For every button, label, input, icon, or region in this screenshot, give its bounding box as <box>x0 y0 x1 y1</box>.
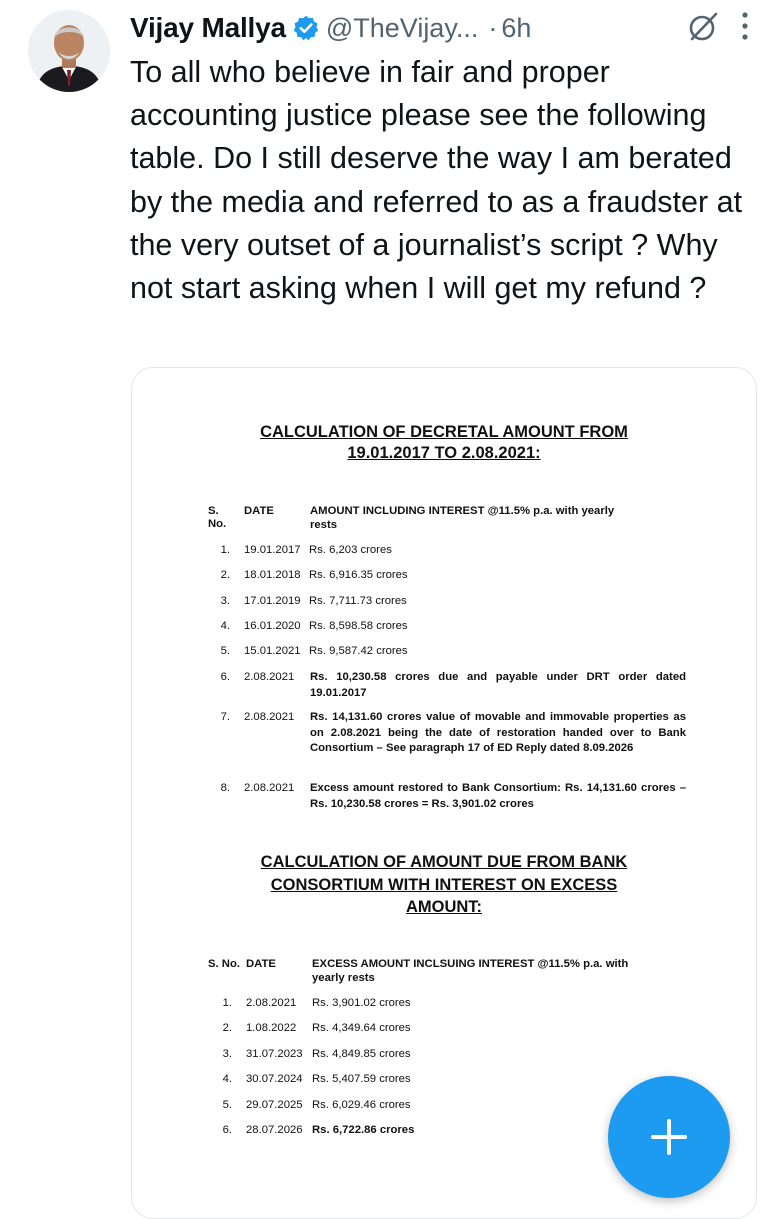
row-date: 2.08.2021 <box>244 671 295 683</box>
grok-icon[interactable] <box>686 10 720 44</box>
row-amount: Rs. 7,711.73 crores <box>309 595 407 607</box>
col2-amount-line2: yearly rests <box>312 972 375 984</box>
row-date: 30.07.2024 <box>246 1073 303 1085</box>
row-date: 1.08.2022 <box>246 1022 297 1034</box>
row-amount: Rs. 4,849.85 crores <box>312 1048 411 1060</box>
section2-title-line3: AMOUNT: <box>405 898 483 916</box>
col-sno-line2: No. <box>208 518 227 530</box>
row-amount: Rs. 5,407.59 crores <box>312 1073 411 1085</box>
section1-title-line1: CALCULATION OF DECRETAL AMOUNT FROM <box>260 423 628 441</box>
col2-date: DATE <box>246 958 276 970</box>
more-vertical-icon[interactable] <box>738 8 752 44</box>
row-date: 28.07.2026 <box>246 1124 303 1136</box>
row-num: 6. <box>222 1124 232 1136</box>
avatar[interactable] <box>28 10 110 92</box>
row-date: 2.08.2021 <box>246 997 297 1009</box>
row-date: 17.01.2019 <box>244 595 301 607</box>
section1-title-line2: 19.01.2017 TO 2.08.2021: <box>347 444 541 462</box>
col-sno-line1: S. <box>208 505 219 517</box>
row-num: 6. <box>220 671 230 683</box>
row-date: 18.01.2018 <box>244 569 301 581</box>
row-num: 1. <box>220 544 230 556</box>
plus-icon <box>649 1117 689 1157</box>
col2-amount-line1: EXCESS AMOUNT INCLSUING INTEREST @11.5% p.a. with <box>312 958 629 970</box>
row-amount: Rs. 14,131.60 crores value of movable and immovable properties as on 2.08.2021 being the date of restoration handed over to Bank Consortium – See paragraph 17 of ED Reply dated 8.09.2026 <box>310 711 686 754</box>
row-amount: Rs. 6,203 crores <box>309 544 392 556</box>
row-amount: Rs. 10,230.58 crores due and payable under DRT order dated 19.01.2017 <box>310 671 686 699</box>
row-date: 31.07.2023 <box>246 1048 303 1060</box>
row-date: 29.07.2025 <box>246 1099 303 1111</box>
dot-separator: · <box>488 12 498 43</box>
row-amount: Rs. 9,587.42 crores <box>309 645 408 657</box>
row-num: 7. <box>220 711 230 723</box>
row-num: 5. <box>222 1099 232 1111</box>
compose-button[interactable] <box>608 1076 730 1198</box>
row-num: 8. <box>220 782 230 794</box>
row-num: 3. <box>220 595 230 607</box>
row-date: 16.01.2020 <box>244 620 301 632</box>
col2-sno: S. No. <box>208 958 241 970</box>
tweet-header <box>130 8 762 48</box>
row-date: 15.01.2021 <box>244 645 301 657</box>
author-handle[interactable]: @TheVijay... <box>325 12 479 43</box>
row-amount: Rs. 6,722.86 crores <box>312 1124 415 1136</box>
tweet-text: To all who believe in fair and proper accounting justice please see the following table. Do I still deserve the way I am berated by the media and referred to as a fraudster at the very outset of a journalist’s script ? Why not start asking when I will get my refund ? <box>130 55 743 306</box>
row-amount: Rs. 4,349.64 crores <box>312 1022 411 1034</box>
row-amount: Rs. 8,598.58 crores <box>309 620 408 632</box>
row-num: 4. <box>220 620 230 632</box>
verified-badge-icon <box>292 14 320 42</box>
col-date: DATE <box>244 505 274 517</box>
row-amount: Rs. 3,901.02 crores <box>312 997 411 1009</box>
row-amount: Excess amount restored to Bank Consortium: Rs. 14,131.60 crores – Rs. 10,230.58 crores = Rs. 3,901.02 crores <box>310 782 686 810</box>
row-date: 19.01.2017 <box>244 544 301 556</box>
row-num: 5. <box>220 645 230 657</box>
row-amount: Rs. 6,916.35 crores <box>309 569 408 581</box>
section2-title-line2: CONSORTIUM WITH INTEREST ON EXCESS <box>270 876 618 894</box>
row-num: 2. <box>220 569 230 581</box>
row-amount: Rs. 6,029.46 crores <box>312 1099 411 1111</box>
author-name[interactable]: Vijay Mallya <box>130 12 286 43</box>
row-num: 3. <box>222 1048 232 1060</box>
row-date: 2.08.2021 <box>244 711 295 723</box>
section2-title-line1: CALCULATION OF AMOUNT DUE FROM BANK <box>260 853 628 871</box>
col-amount-line1: AMOUNT INCLUDING INTEREST @11.5% p.a. with yearly <box>310 505 615 517</box>
timestamp[interactable]: 6h <box>501 12 532 43</box>
row-date: 2.08.2021 <box>244 782 295 794</box>
row-num: 1. <box>222 997 232 1009</box>
row-num: 2. <box>222 1022 232 1034</box>
col-amount-line2: rests <box>310 519 338 531</box>
row-num: 4. <box>222 1073 232 1085</box>
